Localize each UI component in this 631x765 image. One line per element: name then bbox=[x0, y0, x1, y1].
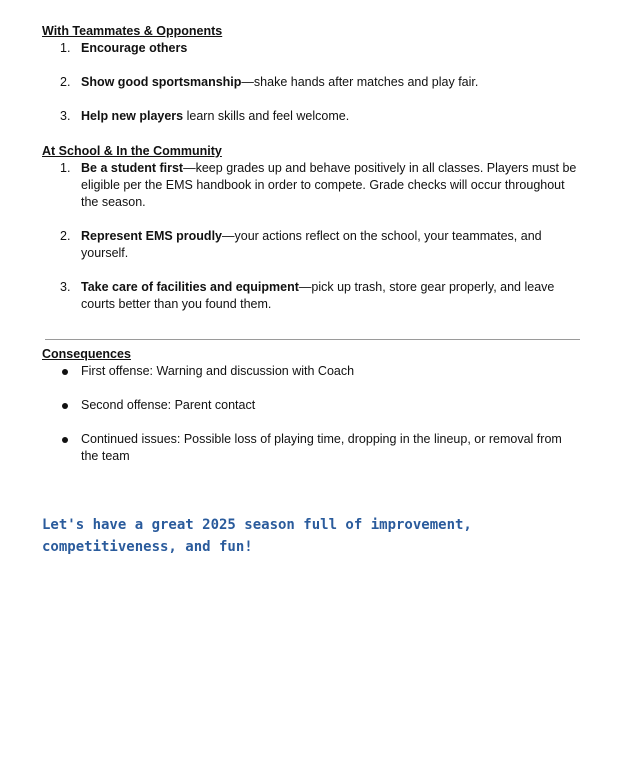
section-heading-consequences: Consequences bbox=[42, 347, 131, 361]
item-number: 2. bbox=[60, 229, 71, 243]
community-item-1 bbox=[60, 160, 580, 211]
item-number: 3. bbox=[60, 280, 71, 294]
item-text: —your actions reflect on the school, your teammates, and yourself. bbox=[81, 229, 542, 260]
item-bold: Represent EMS proudly bbox=[81, 229, 222, 243]
community-item-3 bbox=[60, 279, 580, 313]
item-bold: Take care of facilities and equipment bbox=[81, 280, 299, 294]
teammates-item-2 bbox=[60, 74, 580, 91]
consequence-item-3 bbox=[60, 431, 580, 465]
item-number: 1. bbox=[60, 161, 71, 175]
item-text: —shake hands after matches and play fair. bbox=[241, 75, 479, 89]
item-text: Continued issues: Possible loss of playing time, dropping in the lineup, or removal from the team bbox=[81, 432, 562, 463]
section-heading-teammates: With Teammates & Opponents bbox=[42, 24, 223, 38]
item-bold: Encourage others bbox=[81, 41, 188, 55]
bullet-icon bbox=[62, 403, 68, 409]
item-number: 2. bbox=[60, 75, 71, 89]
item-text: —pick up trash, store gear properly, and leave courts better than you found them. bbox=[81, 280, 555, 311]
item-bold: Show good sportsmanship bbox=[81, 75, 242, 89]
teammates-item-1 bbox=[60, 40, 580, 57]
closing-message: Let's have a great 2025 season full of improvement, competitiveness, and fun! bbox=[42, 517, 472, 555]
item-text: —keep grades up and behave positively in all classes. Players must be eligible per the EMS handbook in order to compete. Grade checks will occur throughout the season. bbox=[81, 161, 577, 209]
item-bold: Help new players bbox=[81, 109, 184, 123]
item-number: 3. bbox=[60, 109, 71, 123]
item-bold: Be a student first bbox=[81, 161, 184, 175]
bullet-icon bbox=[62, 369, 68, 375]
item-text: learn skills and feel welcome. bbox=[183, 109, 350, 123]
item-text: Second offense: Parent contact bbox=[81, 398, 256, 412]
item-text: First offense: Warning and discussion with Coach bbox=[81, 364, 355, 378]
bullet-icon bbox=[62, 437, 68, 443]
teammates-item-3 bbox=[60, 108, 580, 125]
horizontal-divider bbox=[45, 339, 580, 340]
community-item-2 bbox=[60, 228, 580, 262]
section-heading-community: At School & In the Community bbox=[42, 144, 222, 158]
consequence-item-2 bbox=[60, 397, 580, 414]
consequence-item-1 bbox=[60, 363, 580, 380]
item-number: 1. bbox=[60, 41, 71, 55]
